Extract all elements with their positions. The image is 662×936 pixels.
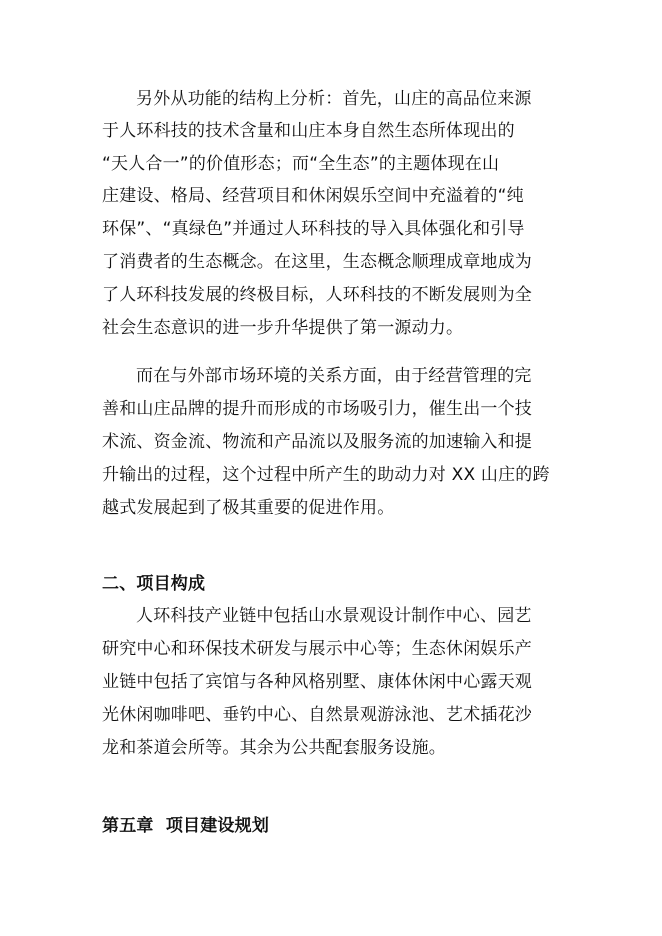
- paragraph-1-line-6: 了消费者的生态概念。在这里，生态概念顺理成章地成为: [102, 252, 532, 272]
- paragraph-3-line-1: 人环科技产业链中包括山水景观设计制作中心、园艺: [136, 606, 532, 626]
- paragraph-3-line-3: 业链中包括了宾馆与各种风格别墅、康体休闲中心露天观: [102, 672, 532, 692]
- paragraph-2-line-3: 术流、资金流、物流和产品流以及服务流的加速输入和提: [102, 432, 532, 452]
- section-heading: 二、项目构成: [102, 574, 206, 594]
- paragraph-2-line-1: 而在与外部市场环境的关系方面，由于经营管理的完: [136, 366, 532, 386]
- paragraph-1-line-3: “天人合一”的价值形态；而“全生态”的主题体现在山: [102, 154, 500, 174]
- paragraph-3-line-5: 龙和茶道会所等。其余为公共配套服务设施。: [102, 738, 446, 758]
- paragraph-1-line-2: 于人环科技的技术含量和山庄本身自然生态所体现出的: [102, 121, 515, 141]
- chapter-heading: 第五章 项目建设规划: [102, 816, 270, 836]
- paragraph-3-line-2: 研究中心和环保技术研发与展示中心等；生态休闲娱乐产: [102, 639, 532, 659]
- paragraph-2-line-5: 越式发展起到了极其重要的促进作用。: [102, 498, 395, 518]
- paragraph-1-line-8: 社会生态意识的进一步升华提供了第一源动力。: [102, 318, 464, 338]
- paragraph-1-line-7: 了人环科技发展的终极目标，人环科技的不断发展则为全: [102, 285, 532, 305]
- paragraph-2-line-2: 善和山庄品牌的提升而形成的市场吸引力，催生出一个技: [102, 399, 532, 419]
- paragraph-3-line-4: 光休闲咖啡吧、垂钓中心、自然景观游泳池、艺术插花沙: [102, 705, 532, 725]
- paragraph-1-line-5: 环保”、“真绿色”并通过人环科技的导入具体强化和引导: [102, 219, 525, 239]
- paragraph-1-line-1: 另外从功能的结构上分析：首先，山庄的高品位来源: [136, 89, 532, 109]
- paragraph-1-line-4: 庄建设、格局、经营项目和休闲娱乐空间中充溢着的“纯: [102, 186, 524, 206]
- paragraph-2-line-4: 升输出的过程，这个过程中所产生的助动力对 XX 山庄的跨: [102, 465, 550, 485]
